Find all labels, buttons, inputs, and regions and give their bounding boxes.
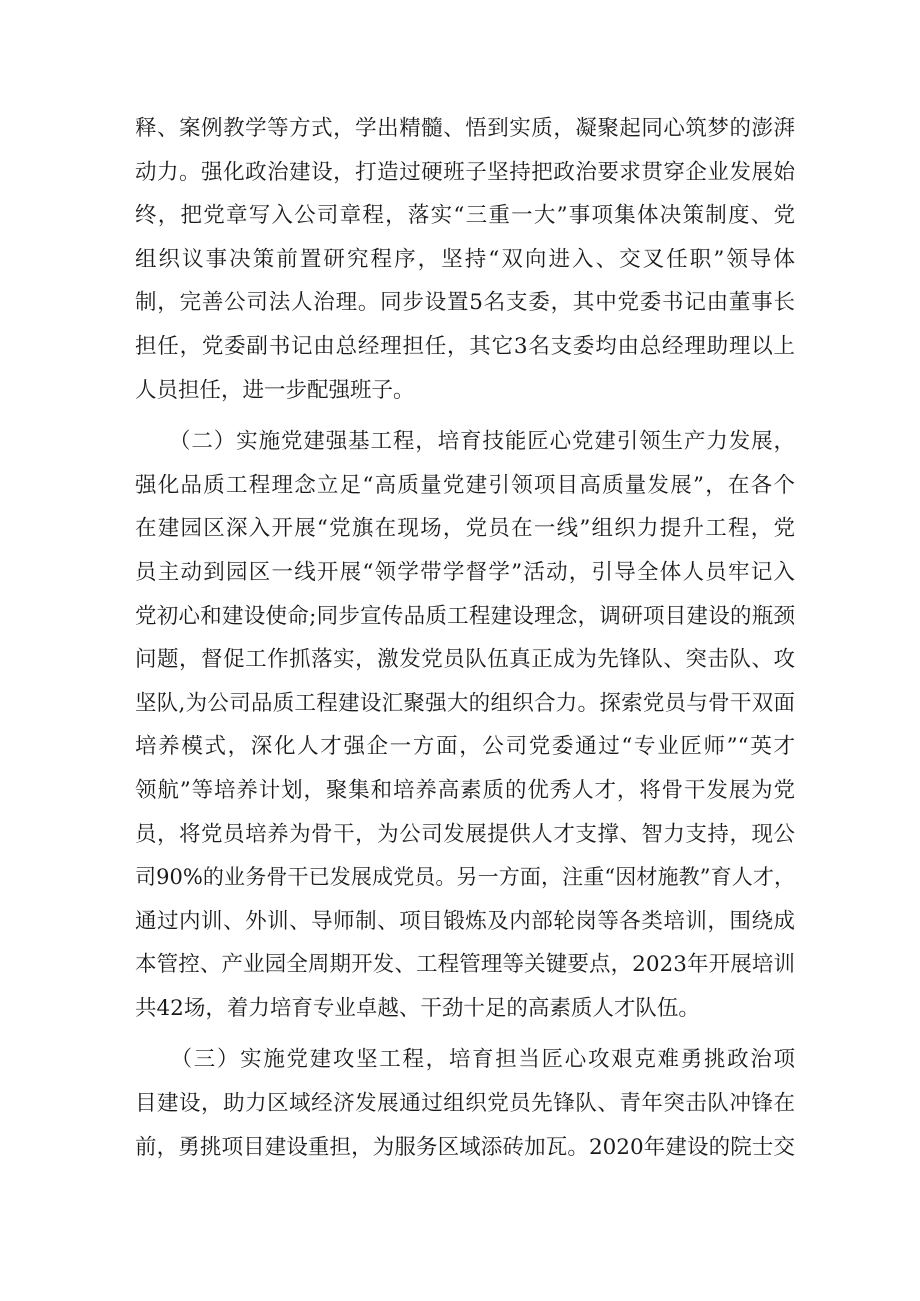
text-line: 组织议事决策前置研究程序，坚持“双向进入、交叉任职”领导体 xyxy=(135,246,795,272)
text-line: 制，完善公司法人治理。同步设置5名支委，其中党委书记由董事长 xyxy=(135,290,795,316)
text-line: 司90%的业务骨干已发展成党员。另一方面，注重“因材施教”育人才， xyxy=(135,865,795,890)
text-line: 在建园区深入开展“党旗在现场，党员在一线”组织力提升工程，党 xyxy=(135,516,795,542)
text-line: 通过内训、外训、导师制、项目锻炼及内部轮岗等各类培训，围绕成 xyxy=(135,908,795,934)
text-line: 人员担任，进一步配强班子。 xyxy=(135,377,415,403)
text-line: 培养模式，深化人才强企一方面，公司党委通过“专业匠师”“英才 xyxy=(135,734,795,760)
text-line: 终，把党章写入公司章程，落实“三重一大”事项集体决策制度、党 xyxy=(135,203,795,229)
text-line: 员，将党员培养为骨干，为公司发展提供人才支撑、智力支持，现公 xyxy=(135,821,795,847)
paragraph-1 xyxy=(135,107,795,412)
text-line: 担任，党委副书记由总经理担任，其它3名支委均由总经理助理以上 xyxy=(135,333,795,359)
text-line: 释、案例教学等方式，学出精髓、悟到实质，凝聚起同心筑梦的澎湃 xyxy=(135,116,795,141)
paragraph-3 xyxy=(135,1038,795,1169)
text-line: 目建设，助力区域经济发展通过组织党员先锋队、青年突击队冲锋在 xyxy=(135,1091,795,1117)
paragraph-gap xyxy=(135,1030,795,1038)
paragraph-2 xyxy=(135,420,795,1030)
text-line: 动力。强化政治建设，打造过硬班子坚持把政治要求贯穿企业发展始 xyxy=(135,159,795,185)
text-line: 员主动到园区一线开展“领学带学督学”活动，引导全体人员牢记入 xyxy=(135,559,795,585)
text-line: 前，勇挑项目建设重担，为服务区域添砖加瓦。2020年建设的院士交 xyxy=(135,1134,795,1160)
text-line: 本管控、产业园全周期开发、工程管理等关键要点，2023年开展培训 xyxy=(135,952,795,978)
text-line: （三）实施党建攻坚工程，培育担当匠心攻艰克难勇挑政治项 xyxy=(135,1047,795,1073)
text-line: （二）实施党建强基工程，培育技能匠心党建引领生产力发展， xyxy=(135,429,795,455)
document-body xyxy=(135,107,795,1169)
text-line: 问题，督促工作抓落实，激发党员队伍真正成为先锋队、突击队、攻 xyxy=(135,647,795,673)
text-line: 党初心和建设使命;同步宣传品质工程建设理念，调研项目建设的瓶颈 xyxy=(135,603,795,629)
paragraph-gap xyxy=(135,412,795,420)
text-line: 领航”等培养计划，聚集和培养高素质的优秀人才，将骨干发展为党 xyxy=(135,777,795,803)
text-line: 强化品质工程理念立足“高质量党建引领项目高质量发展”，在各个 xyxy=(135,472,795,498)
text-line: 共42场，着力培育专业卓越、干劲十足的高素质人才队伍。 xyxy=(135,995,700,1021)
text-line: 坚队,为公司品质工程建设汇聚强大的组织合力。探索党员与骨干双面 xyxy=(135,690,795,716)
